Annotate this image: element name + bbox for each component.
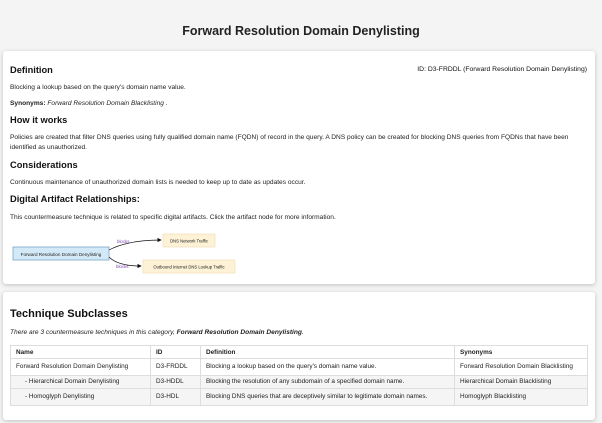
row-id: D3-FRDDL (151, 359, 201, 376)
row-synonyms: Hierarchical Domain Blacklisting (455, 376, 588, 389)
row-name-link[interactable]: - Hierarchical Domain Denylisting (11, 376, 151, 389)
column-header-synonyms: Synonyms (455, 346, 588, 359)
graph-source-node-label: Forward Resolution Domain Denylisting (20, 252, 102, 257)
row-id: D3-HDDL (151, 376, 201, 389)
row-synonyms: Forward Resolution Domain Blacklisting (455, 359, 588, 376)
technique-id-label: ID: D3-FRDDL (Forward Resolution Domain Denylisting) (417, 66, 587, 73)
row-name-link[interactable]: Forward Resolution Domain Denylisting (11, 359, 151, 376)
table-header-row (11, 346, 588, 359)
graph-target-node-2-label: Outbound Internet DNS Lookup Traffic (153, 264, 225, 270)
row-definition: Blocking the resolution of any subdomain of a specified domain name. (201, 376, 455, 389)
considerations-heading: Considerations (10, 160, 78, 170)
column-header-id: ID (151, 346, 201, 359)
page-title: Forward Resolution Domain Denylisting (182, 24, 420, 38)
definition-card (3, 51, 595, 284)
graph-target-node-1-label: DNS Network Traffic (170, 238, 208, 244)
how-it-works-heading: How it works (10, 115, 68, 125)
how-it-works-text: Policies are created that filter DNS queries using fully qualified domain name (FQDN) of record in the query. A DNS policy can be created for blocking DNS queries from FQDNs that have been identified as unauthorized. (10, 134, 569, 151)
synonyms-value: Forward Resolution Domain Blacklisting (47, 100, 164, 107)
synonyms-end: . (163, 100, 168, 107)
subclasses-intro-suffix: . (301, 329, 304, 336)
subclasses-heading: Technique Subclasses (10, 308, 128, 320)
row-name-link[interactable]: - Homoglyph Denylisting (11, 389, 151, 406)
synonyms-line (10, 99, 168, 109)
graph-edge-1-label: blocks (117, 239, 130, 244)
column-header-name: Name (11, 346, 151, 359)
subclasses-intro-bold: Forward Resolution Domain Denylisting (176, 329, 302, 336)
table-row[interactable] (11, 376, 588, 389)
artifact-graph (3, 231, 263, 276)
row-definition: Blocking a lookup based on the query's domain name value. (201, 359, 455, 376)
subclasses-intro-prefix: There are 3 countermeasure techniques in this category, (10, 329, 177, 336)
row-synonyms: Homoglyph Blacklisting (455, 389, 588, 406)
synonyms-label: Synonyms: (10, 100, 46, 107)
column-header-definition: Definition (201, 346, 455, 359)
artifact-relationships-heading: Digital Artifact Relationships: (10, 194, 140, 204)
table-row[interactable] (11, 389, 588, 406)
subclasses-intro (10, 329, 304, 336)
considerations-text: Continuous maintenance of unauthorized domain lists is needed to keep up to date as updates occur. (10, 179, 306, 186)
row-definition: Blocking DNS queries that are deceptively similar to legitimate domain names. (201, 389, 455, 406)
artifact-relationships-text: This countermeasure technique is related to specific digital artifacts. Click the artifact node for more information. (10, 214, 336, 221)
row-id: D3-HDL (151, 389, 201, 406)
definition-heading: Definition (10, 65, 53, 75)
graph-edge-2-label: blocks (116, 264, 129, 269)
subclasses-table (10, 345, 588, 406)
subclasses-card (3, 292, 595, 420)
table-row[interactable] (11, 359, 588, 376)
definition-text: Blocking a lookup based on the query's domain name value. (10, 84, 186, 91)
